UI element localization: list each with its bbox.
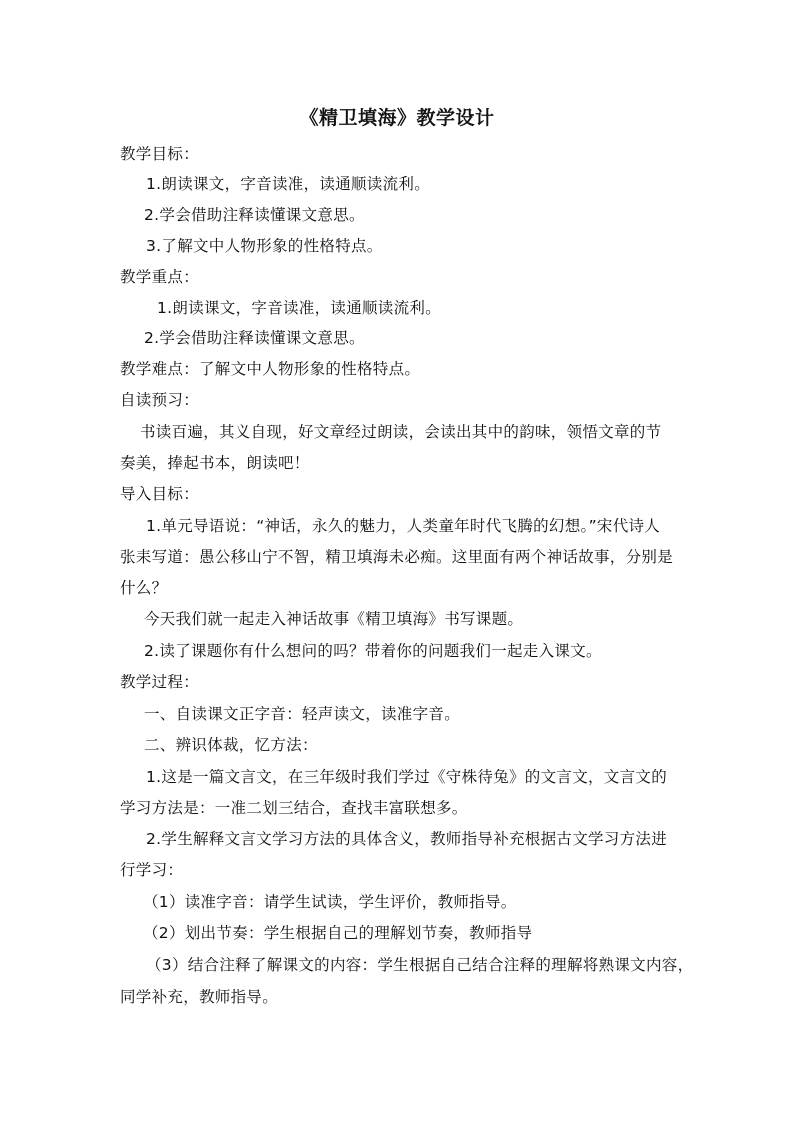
introduction-paragraph-line-5: 2.读了课题你有什么想问的吗？带着你的问题我们一起走入课文。	[144, 642, 602, 660]
key-point-item-2: 2.学会借助注释读懂课文意思。	[144, 329, 365, 347]
goal-item-2: 2.学会借助注释读懂课文意思。	[144, 206, 365, 224]
goal-item-1: 1.朗读课文，字音读准，读通顺读流利。	[146, 175, 430, 193]
section-heading-preview: 自读预习：	[120, 391, 200, 409]
introduction-paragraph-line-4: 今天我们就一起走入神话故事《精卫填海》书写课题。	[144, 610, 524, 628]
preview-paragraph-line-1: 书读百遍，其义自现，好文章经过朗读，会读出其中的韵味，领悟文章的节	[140, 423, 662, 441]
key-point-item-1: 1.朗读课文，字音读准，读通顺读流利。	[157, 299, 441, 317]
document-title: 《精卫填海》教学设计	[299, 107, 495, 129]
process-substep-2: （2）划出节奏：学生根据自己的理解划节奏，教师指导	[143, 924, 533, 942]
process-paragraph-line-3: 2.学生解释文言文学习方法的具体含义，教师指导补充根据古文学习方法进	[146, 830, 667, 848]
process-substep-1: （1）读准字音：请学生试读，学生评价，教师指导。	[143, 893, 517, 911]
process-step-2: 二、辨识体裁，忆方法：	[144, 736, 318, 754]
process-substep-3-line-2: 同学补充，教师指导。	[120, 988, 279, 1006]
section-heading-goals: 教学目标：	[120, 145, 200, 163]
section-heading-key-points: 教学重点：	[120, 268, 200, 286]
process-paragraph-line-1: 1.这是一篇文言文，在三年级时我们学过《守株待兔》的文言文，文言文的	[146, 768, 667, 786]
process-substep-3-line-1: （3）结合注释了解课文的内容：学生根据自己结合注释的理解将熟课文内容，	[146, 956, 694, 974]
section-heading-process: 教学过程：	[120, 673, 200, 691]
process-paragraph-line-4: 行学习：	[120, 861, 184, 879]
preview-paragraph-line-2: 奏美，捧起书本，朗读吧！	[120, 454, 310, 472]
process-step-1: 一、自读课文正字音：轻声读文，读准字音。	[144, 705, 461, 723]
difficult-point-line: 教学难点：了解文中人物形象的性格特点。	[120, 360, 421, 378]
process-paragraph-line-2: 学习方法是：一准二划三结合，查找丰富联想多。	[120, 799, 468, 817]
introduction-paragraph-line-1: 1.单元导语说：“神话，永久的魅力，人类童年时代飞腾的幻想。”宋代诗人	[146, 517, 661, 535]
introduction-paragraph-line-2: 张耒写道：愚公移山宁不智，精卫填海未必痴。这里面有两个神话故事，分别是	[120, 548, 674, 566]
section-heading-introduction: 导入目标：	[120, 485, 200, 503]
goal-item-3: 3.了解文中人物形象的性格特点。	[146, 237, 383, 255]
introduction-paragraph-line-3: 什么？	[120, 579, 168, 597]
